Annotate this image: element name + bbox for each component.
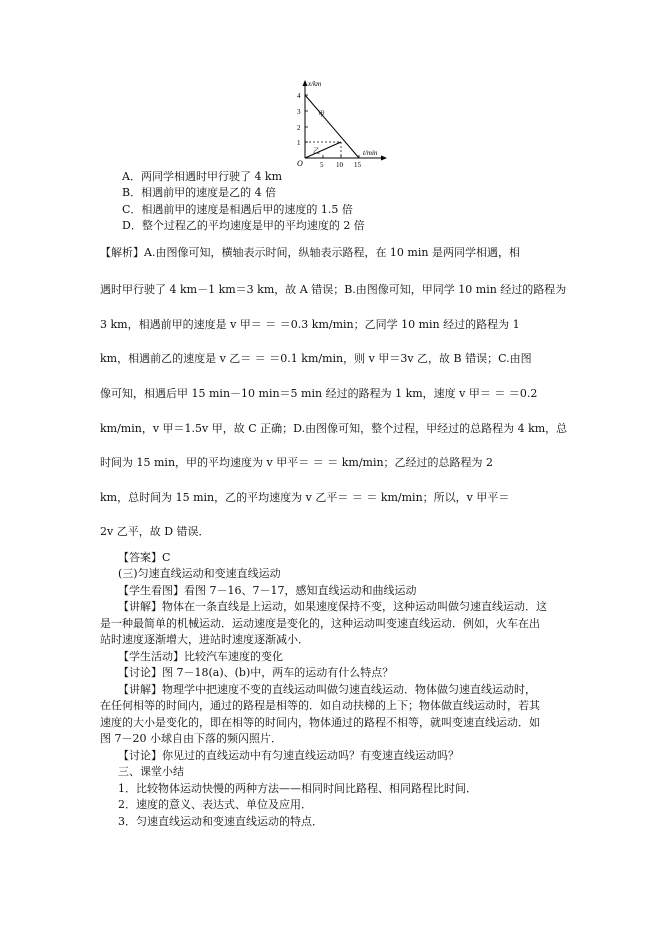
- y-tick-1: 1: [297, 139, 301, 147]
- student-activity: 【学生活动】比较汽车速度的变化: [118, 650, 283, 663]
- analysis-line-4: km，相遇前乙的速度是 v 乙＝ ＝ ＝0.1 km/min，则 v 甲＝3v 乙，故 B 错误；C.由图: [100, 352, 532, 365]
- option-c: C．相遇前甲的速度是相遇后甲的速度的 1.5 倍: [122, 203, 353, 216]
- analysis-line-7: 时间为 15 min，甲的平均速度为 v 甲平＝ ＝ ＝ km/min；乙经过的总路程为 2: [100, 456, 494, 469]
- analysis-line-8: km，总时间为 15 min，乙的平均速度为 v 乙平＝ ＝ ＝ km/min；所以，v 甲平＝: [100, 491, 510, 504]
- analysis-line-6: km/min，v 甲＝1.5v 甲，故 C 正确；D.由图像可知，整个过程，甲经过的总路程为 4 km，总: [100, 422, 568, 435]
- distance-time-graph: [285, 76, 390, 171]
- analysis-line-5: 像可知，相遇后甲 15 min－10 min＝5 min 经过的路程为 1 km，速度 v 甲＝ ＝ ＝0.2: [100, 387, 538, 400]
- option-d: D．整个过程乙的平均速度是甲的平均速度的 2 倍: [122, 219, 365, 232]
- y-tick-4: 4: [297, 92, 301, 100]
- option-a: A．两同学相遇时甲行驶了 4 km: [122, 170, 283, 183]
- summary-item-1: 1．比较物体运动快慢的两种方法——相同时间比路程、相同路程比时间．: [118, 782, 477, 795]
- analysis-line-9: 2v 乙平，故 D 错误．: [100, 525, 210, 538]
- explain-2-line-4: 图 7－20 小球自由下落的频闪照片．: [100, 732, 282, 745]
- analysis-line-2: 遇时甲行驶了 4 km－1 km＝3 km，故 A 错误；B.由图像可知，甲同学 10 min 经过的路程为: [100, 283, 567, 296]
- explain-1-line-3: 站时速度逐渐增大，进站时速度逐渐减小．: [100, 633, 309, 646]
- y-axis-arrow: [303, 80, 308, 86]
- summary-item-2: 2．速度的意义、表达式、单位及应用．: [118, 798, 312, 811]
- summary-item-3: 3．匀速直线运动和变速直线运动的特点．: [118, 815, 323, 828]
- analysis-line-1: 【解析】A.由图像可知，横轴表示时间，纵轴表示路程，在 10 min 是两同学相遇，相: [100, 246, 520, 259]
- x-tick-5: 5: [320, 161, 324, 169]
- explain-2-line-2: 在任何相等的时间内，通过的路程是相等的．如自动扶梯的上下；物体做直线运动时，若其: [100, 699, 540, 712]
- y-axis-label: x/km: [308, 80, 322, 88]
- explain-2-line-1: 【讲解】物理学中把速度不变的直线运动叫做匀速直线运动．物体做匀速直线运动时，: [118, 683, 536, 696]
- discussion-2: 【讨论】你见过的直线运动中有匀速直线运动吗？有变速直线运动吗？: [118, 749, 459, 762]
- y-tick-3: 3: [297, 108, 301, 116]
- answer: 【答案】C: [118, 551, 171, 564]
- y-tick-2: 2: [297, 124, 301, 132]
- label-yi: 乙: [313, 147, 320, 155]
- explain-1-line-1: 【讲解】物体在一条直线是上运动，如果速度保持不变，这种运动叫做匀速直线运动．这: [118, 600, 547, 613]
- x-axis-arrow: [381, 156, 387, 161]
- explain-2-line-3: 速度的大小是变化的，即在相等的时间内，物体通过的路程不相等，就叫变速直线运动．如: [100, 716, 540, 729]
- analysis-line-3: 3 km，相遇前甲的速度是 v 甲＝ ＝ ＝0.3 km/min；乙同学 10 min 经过的路程为 1: [100, 318, 520, 331]
- x-tick-15: 15: [354, 161, 361, 169]
- explain-1-line-2: 是一种最简单的机械运动．运动速度是变化的，这种运动叫变速直线运动．例如，火车在出: [100, 617, 540, 630]
- x-axis-label: t/min: [363, 149, 378, 157]
- student-look: 【学生看图】看图 7－16、7－17，感知直线运动和曲线运动: [118, 584, 417, 597]
- discussion-1: 【讨论】图 7－18(a)、(b)中，两车的运动有什么特点？: [118, 666, 394, 679]
- x-tick-10: 10: [336, 161, 343, 169]
- label-jia: 甲: [318, 110, 325, 118]
- summary-heading: 三、课堂小结: [118, 765, 184, 778]
- section-heading: (三)匀速直线运动和变速直线运动: [118, 567, 281, 580]
- option-b: B．相遇前甲的速度是乙的 4 倍: [122, 186, 277, 199]
- origin-label: O: [297, 159, 303, 168]
